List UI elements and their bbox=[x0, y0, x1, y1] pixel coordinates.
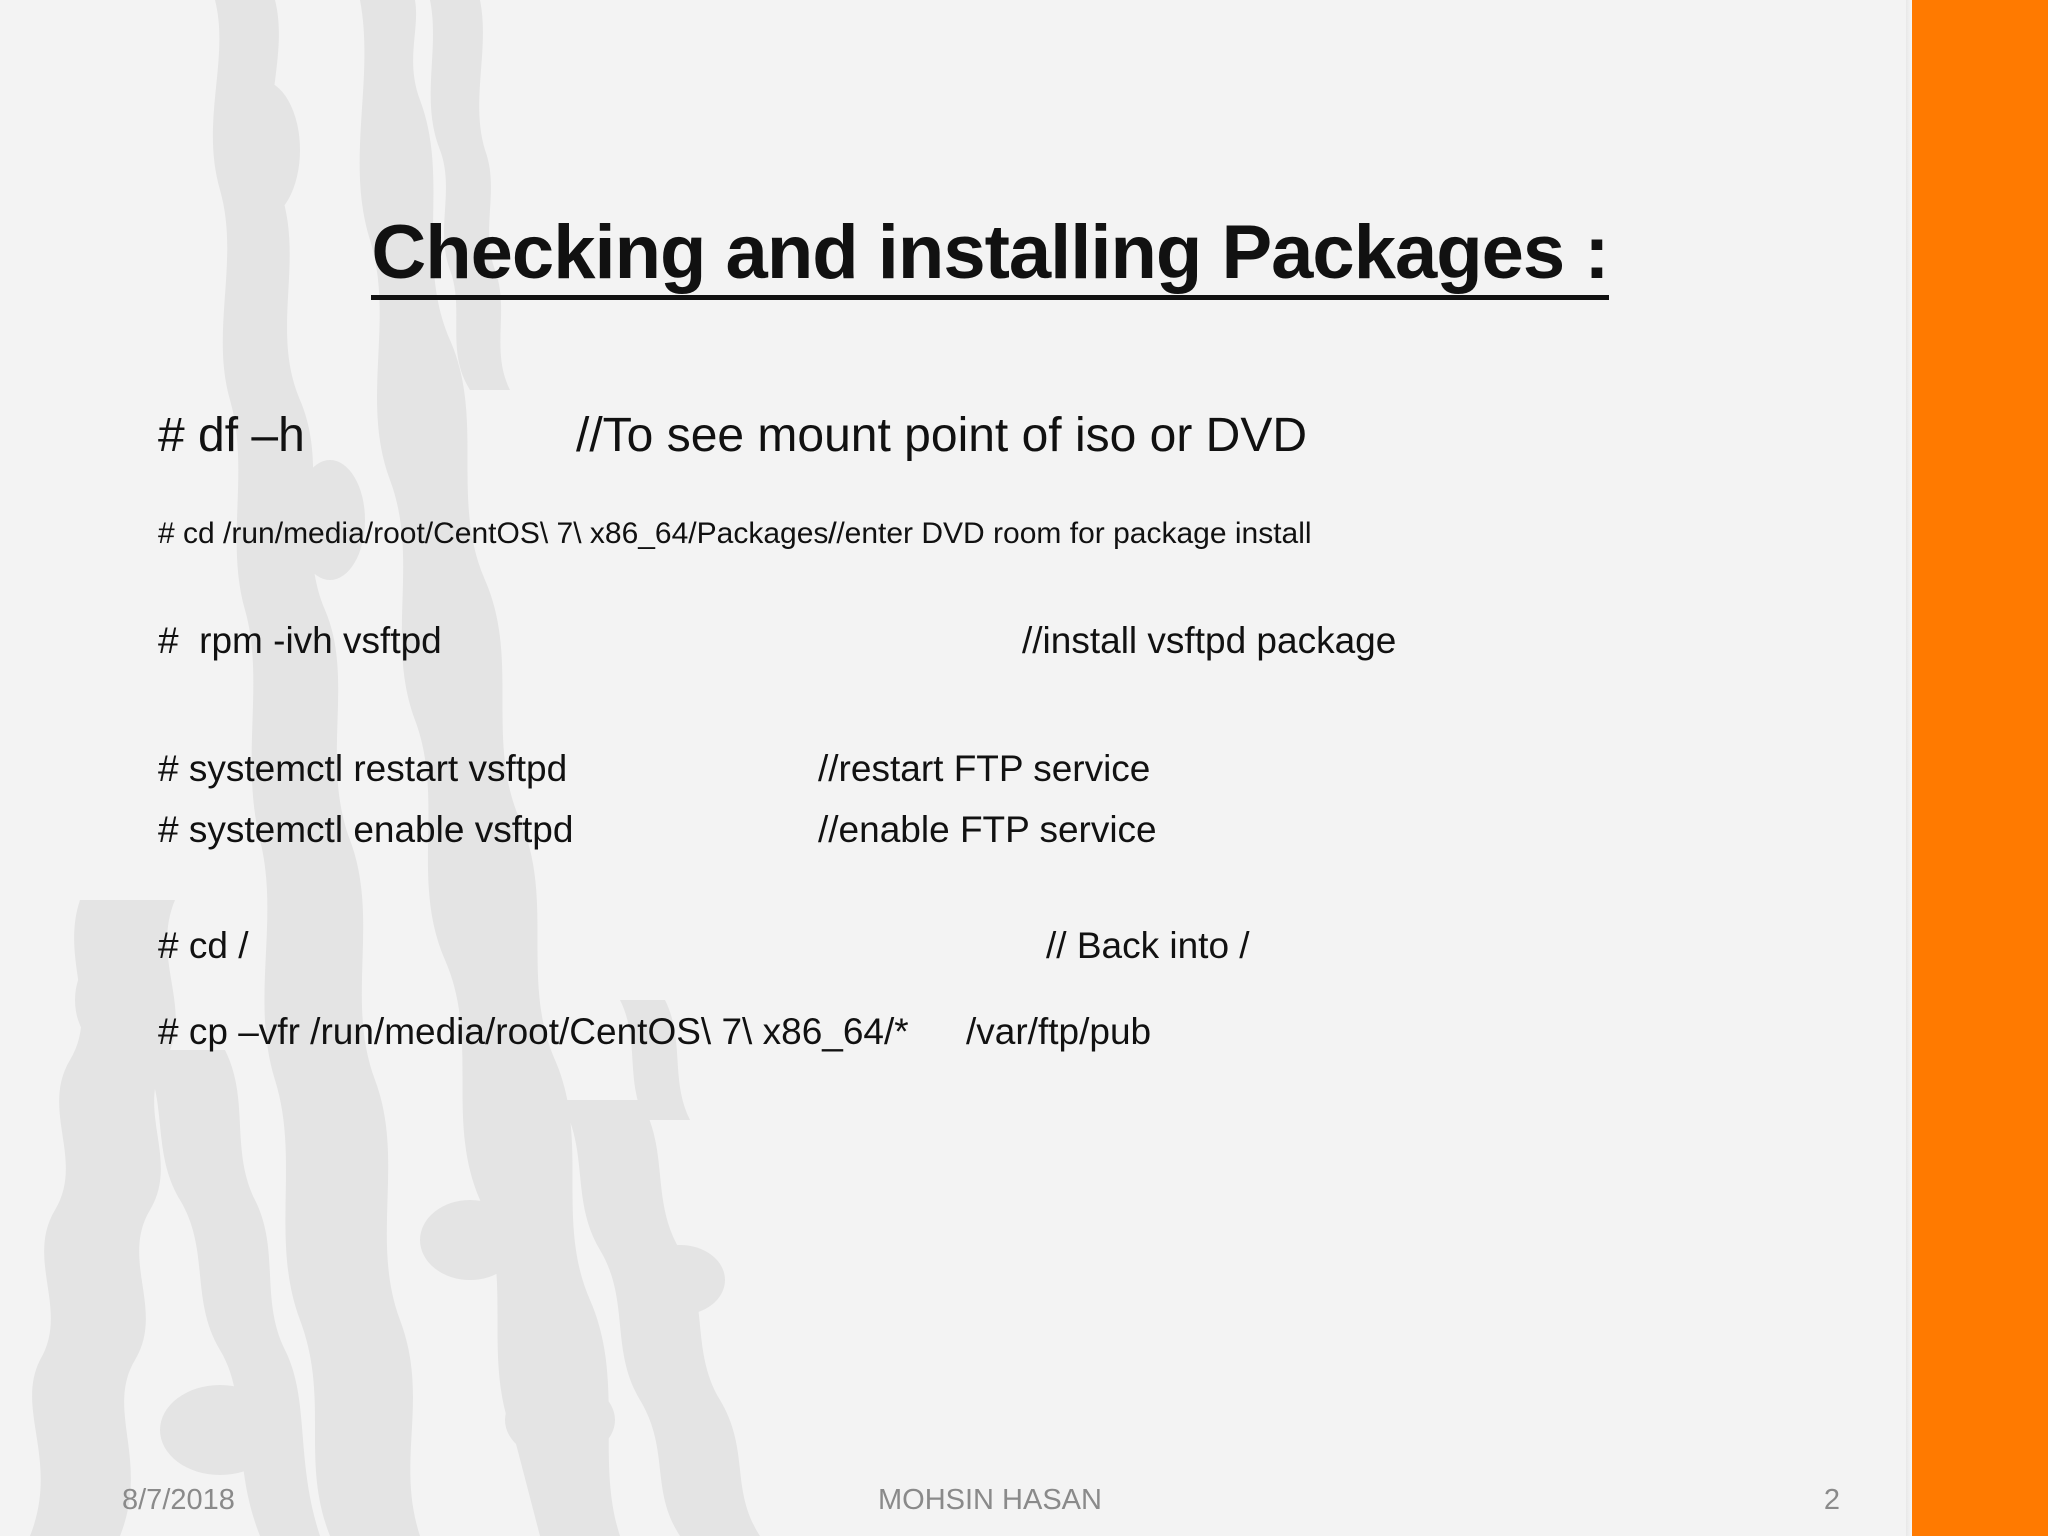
command-line bbox=[158, 408, 1308, 468]
slide-title bbox=[0, 208, 1980, 298]
command-line bbox=[158, 620, 1397, 668]
command-text: # systemctl restart vsftpd bbox=[158, 748, 568, 789]
command-comment: /var/ftp/pub bbox=[966, 1011, 1152, 1052]
command-comment: //To see mount point of iso or DVD bbox=[576, 409, 1308, 462]
slide-title-text: Checking and installing Packages : bbox=[371, 210, 1608, 300]
command-text: # cp –vfr /run/media/root/CentOS\ 7\ x86_64/* bbox=[158, 1011, 909, 1052]
command-comment: // Back into / bbox=[1046, 925, 1250, 966]
command-line bbox=[158, 517, 1312, 557]
command-line bbox=[158, 748, 1151, 796]
command-line bbox=[158, 1011, 1152, 1059]
command-line bbox=[158, 809, 1157, 857]
command-line bbox=[158, 925, 1250, 973]
command-comment: //restart FTP service bbox=[818, 748, 1151, 789]
footer-date: 8/7/2018 bbox=[122, 1484, 235, 1516]
footer-author: MOHSIN HASAN bbox=[878, 1484, 1102, 1516]
footer-page-number: 2 bbox=[1823, 1484, 1840, 1516]
command-text: # cd /run/media/root/CentOS\ 7\ x86_64/Packages/ bbox=[158, 517, 837, 550]
command-comment: //enter DVD room for package install bbox=[828, 517, 1312, 550]
command-text: # rpm -ivh vsftpd bbox=[158, 620, 442, 661]
command-text: # df –h bbox=[158, 409, 305, 462]
command-text: # systemctl enable vsftpd bbox=[158, 809, 574, 850]
command-comment: //enable FTP service bbox=[818, 809, 1157, 850]
command-comment: //install vsftpd package bbox=[1022, 620, 1397, 661]
command-text: # cd / bbox=[158, 925, 249, 966]
